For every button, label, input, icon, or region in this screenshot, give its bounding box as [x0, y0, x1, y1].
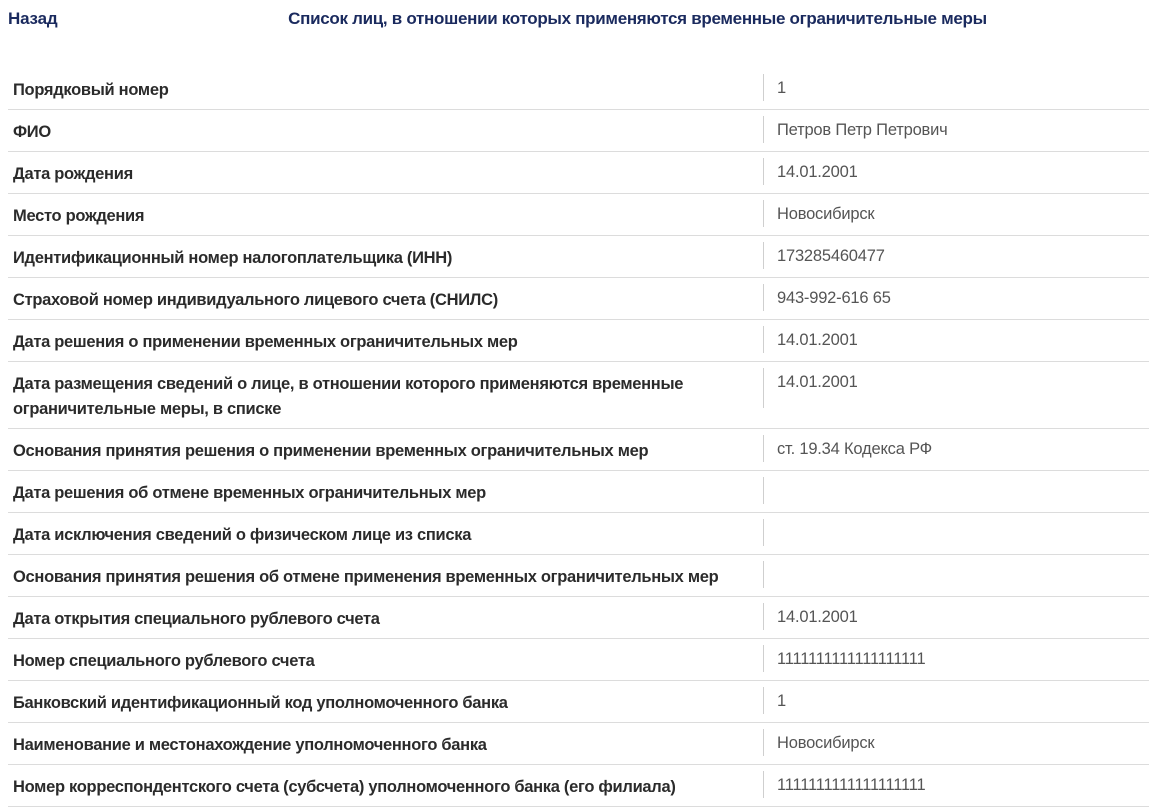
- row-label: Банковский идентификационный код уполномоченного банка: [13, 694, 508, 712]
- row-value: [763, 561, 1149, 588]
- row-label: Страховой номер индивидуального лицевого счета (СНИЛС): [13, 291, 498, 309]
- row-value: 14.01.2001: [763, 326, 1149, 353]
- row-label: Место рождения: [13, 207, 145, 225]
- page-title: Список лиц, в отношении которых применяются временные ограничительные меры: [288, 9, 987, 28]
- table-row-account-number: [8, 639, 1149, 681]
- row-value: 1: [763, 687, 1149, 714]
- table-row-bank-bic: [8, 681, 1149, 723]
- row-label: Порядковый номер: [13, 81, 169, 99]
- table-row-account-open-date: [8, 597, 1149, 639]
- row-value: 1111111111111111111: [763, 645, 1149, 672]
- row-label: Номер корреспондентского счета (субсчета) уполномоченного банка (его филиала): [13, 778, 676, 796]
- row-value: 1: [763, 74, 1149, 101]
- row-value: 14.01.2001: [763, 158, 1149, 185]
- table-row-snils: [8, 278, 1149, 320]
- row-value: Новосибирск: [763, 729, 1149, 756]
- row-value: 14.01.2001: [763, 368, 1149, 408]
- row-label: Основания принятия решения о применении временных ограничительных мер: [13, 442, 649, 460]
- table-row-birth-date: [8, 152, 1149, 194]
- row-value: [763, 519, 1149, 546]
- row-value: 1111111111111111111: [763, 771, 1149, 798]
- row-value: ст. 19.34 Кодекса РФ: [763, 435, 1149, 462]
- row-label: Дата открытия специального рублевого счета: [13, 610, 380, 628]
- row-value: [763, 477, 1149, 504]
- row-value: 943-992-616 65: [763, 284, 1149, 311]
- table-row-serial-number: [8, 68, 1149, 110]
- table-row-birth-place: [8, 194, 1149, 236]
- table-row-inn: [8, 236, 1149, 278]
- row-label: Дата размещения сведений о лице, в отношении которого применяются временные ограничительные меры, в списке: [13, 375, 684, 418]
- table-row-cancellation-date: [8, 471, 1149, 513]
- row-label: Номер специального рублевого счета: [13, 652, 315, 670]
- table-row-listing-date: [8, 362, 1149, 429]
- row-value: 14.01.2001: [763, 603, 1149, 630]
- row-value: 173285460477: [763, 242, 1149, 269]
- row-label: Наименование и местонахождение уполномоченного банка: [13, 736, 487, 754]
- row-label: Идентификационный номер налогоплательщика (ИНН): [13, 249, 453, 267]
- row-label: Дата рождения: [13, 165, 133, 183]
- table-row-correspondent-account: [8, 765, 1149, 807]
- page-header: [0, 0, 1150, 40]
- table-row-full-name: [8, 110, 1149, 152]
- table-row-bank-name-location: [8, 723, 1149, 765]
- row-value: Новосибирск: [763, 200, 1149, 227]
- row-label: Дата исключения сведений о физическом лице из списка: [13, 526, 472, 544]
- row-label: ФИО: [13, 123, 51, 141]
- table-row-measures-decision-date: [8, 320, 1149, 362]
- record-details-table: [8, 68, 1149, 807]
- row-label: Основания принятия решения об отмене применения временных ограничительных мер: [13, 568, 719, 586]
- row-label: Дата решения о применении временных ограничительных мер: [13, 333, 518, 351]
- row-label: Дата решения об отмене временных ограничительных мер: [13, 484, 486, 502]
- table-row-exclusion-date: [8, 513, 1149, 555]
- back-link[interactable]: Назад: [8, 9, 58, 28]
- row-value: Петров Петр Петрович: [763, 116, 1149, 143]
- table-row-measures-grounds: [8, 429, 1149, 471]
- table-row-cancellation-grounds: [8, 555, 1149, 597]
